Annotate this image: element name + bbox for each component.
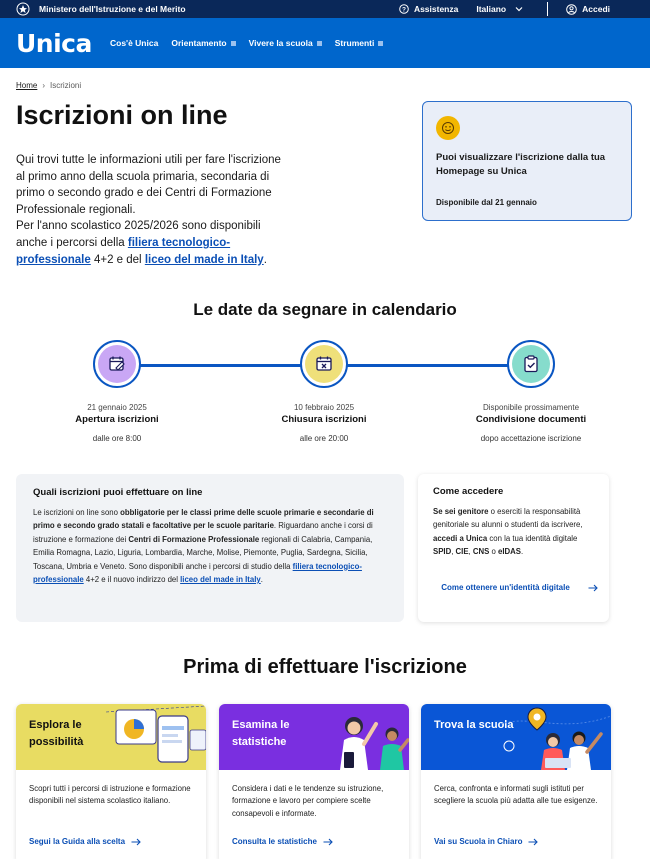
unica-logo[interactable]: Unica xyxy=(16,29,92,58)
step-time: dopo accettazione iscrizione xyxy=(480,434,582,443)
find-school-card xyxy=(421,704,611,859)
nav-item-strumenti[interactable] xyxy=(335,38,384,48)
step-date: 10 febbraio 2025 xyxy=(293,403,355,412)
access-bold: eIDAS xyxy=(498,547,521,557)
timeline-step-condivisione xyxy=(461,340,601,443)
clipboard-check-icon xyxy=(521,354,541,374)
arrow-right-icon xyxy=(323,838,333,846)
help-label: Assistenza xyxy=(413,4,459,14)
arrow-right-icon xyxy=(131,838,141,846)
access-bold: CNS xyxy=(472,547,490,557)
calendar-edit-icon xyxy=(107,354,127,374)
access-title: Come accedere xyxy=(433,486,504,497)
guide-link[interactable] xyxy=(29,837,141,846)
find-school-illustration-icon xyxy=(501,704,611,770)
nav-label: Cos'è Unica xyxy=(110,38,159,48)
nav-label: Strumenti xyxy=(334,38,375,48)
ministry-bar xyxy=(0,0,650,18)
access-bold: Se sei genitore xyxy=(433,507,489,516)
access-text: , xyxy=(468,547,473,557)
login-label: Accedi xyxy=(582,4,610,14)
menu-caret-icon xyxy=(231,41,236,46)
which-text: . xyxy=(260,575,263,585)
card-title: Trova la scuola xyxy=(434,719,514,731)
card-title: Esamina le statistiche xyxy=(232,719,290,748)
card-title: Esplora le possibilità xyxy=(29,719,84,748)
step-date: Disponibile prossimamente xyxy=(482,403,580,412)
nav-label: Orientamento xyxy=(171,38,227,48)
which-text: . xyxy=(273,521,277,531)
language-label: Italiano xyxy=(476,4,507,14)
card-text: Considera i dati e le tendenze su istruzione, formazione e lavoro per compiere scelte consapevoli e informate. xyxy=(232,784,384,818)
which-paragraph xyxy=(33,506,387,586)
access-text: , xyxy=(451,547,456,557)
nav-label: Vivere la scuola xyxy=(248,38,313,48)
page-title: Iscrizioni on line xyxy=(16,100,228,130)
explore-card xyxy=(16,704,206,859)
step-date: 21 gennaio 2025 xyxy=(87,403,147,412)
intro-text-end: . xyxy=(263,253,267,266)
ministry-link[interactable] xyxy=(16,2,186,16)
calendar-close-icon xyxy=(314,354,334,374)
nav-item-vivere-la-scuola[interactable] xyxy=(249,38,322,48)
card-text: Scopri tutti i percorsi di istruzione e formazione disponibili nel sistema scolastico italiano. xyxy=(29,784,191,806)
card-link-label: Segui la Guida alla scelta xyxy=(29,837,126,846)
access-bold: CIE xyxy=(455,547,469,557)
help-link[interactable] xyxy=(399,4,458,14)
breadcrumb-current: Iscrizioni xyxy=(50,81,82,90)
access-paragraph xyxy=(433,505,594,559)
access-text: o xyxy=(489,547,499,557)
menu-caret-icon xyxy=(378,41,383,46)
nav-item-cose-unica[interactable] xyxy=(110,38,158,48)
statistics-illustration-icon xyxy=(314,704,409,770)
which-text: Riguardano anche i corsi di istruzione e formazione dei xyxy=(33,521,373,544)
filiera-link[interactable]: filiera tecnologico-professionale xyxy=(33,561,362,585)
intro-text-part: 4+2 e del xyxy=(90,253,145,266)
step-label: Chiusura iscrizioni xyxy=(281,414,367,425)
card-hero xyxy=(219,704,409,770)
card-link-label: Consulta le statistiche xyxy=(232,837,317,846)
which-title: Quali iscrizioni puoi effettuare on line xyxy=(33,487,203,498)
liceo-made-in-italy-link[interactable]: liceo del made in Italy xyxy=(180,575,261,585)
breadcrumb-separator: › xyxy=(42,81,46,90)
step-time: alle ore 20:00 xyxy=(299,434,349,443)
statistics-card xyxy=(219,704,409,859)
card-text: Cerca, confronta e informati sugli istituti per scegliere la scuola più adatta alle tue esigenze. xyxy=(434,784,598,806)
intro-paragraph-2: Per l'anno scolastico 2025/2026 sono disponibili anche i percorsi della xyxy=(16,220,261,249)
nav-item-orientamento[interactable] xyxy=(171,38,235,48)
access-bold: SPID xyxy=(433,547,452,557)
which-enrolments-card xyxy=(16,474,404,622)
language-select[interactable] xyxy=(476,4,523,14)
dates-section-title: Le date da segnare in calendario xyxy=(193,300,457,319)
login-button[interactable] xyxy=(566,4,610,15)
breadcrumb-home[interactable]: Home xyxy=(16,81,38,90)
which-bold-text: Centri di Formazione Professionale xyxy=(128,534,260,544)
which-text: Le iscrizioni on line sono xyxy=(33,508,121,517)
menu-caret-icon xyxy=(317,41,322,46)
timeline-step-chiusura xyxy=(254,340,394,443)
which-text: regionali di Calabria, Campania, Emilia Romagna, Lazio, Liguria, Lombardia, Marche, Molise, Piemonte, Puglia, Sardegna, Sicilia, Toscana, Umbria e Veneto. Sono disponibili anche i percorsi di studio della xyxy=(33,534,373,571)
step-time: dalle ore 8:00 xyxy=(92,434,142,443)
smile-badge-icon xyxy=(436,116,460,140)
which-text: 4+2 e il nuovo indirizzo del xyxy=(83,575,181,585)
arrow-right-icon xyxy=(528,838,538,846)
before-section-title: Prima di effettuare l'iscrizione xyxy=(183,656,467,678)
user-icon xyxy=(566,4,577,15)
main-header xyxy=(0,18,650,68)
step-inner xyxy=(305,345,343,383)
step-circle xyxy=(507,340,555,388)
access-bold: accedi a Unica xyxy=(433,533,488,543)
explore-illustration-icon xyxy=(106,704,206,770)
how-to-access-card xyxy=(418,474,609,622)
statistics-link[interactable] xyxy=(232,837,333,846)
access-text: . xyxy=(521,547,524,557)
step-inner xyxy=(512,345,550,383)
ministry-name: Ministero dell'Istruzione e del Merito xyxy=(39,4,186,14)
step-inner xyxy=(98,345,136,383)
topbar-divider xyxy=(547,2,548,16)
access-text: con la tua identità digitale xyxy=(487,533,578,543)
timeline-step-apertura xyxy=(47,340,187,443)
info-availability: Disponibile dal 21 gennaio xyxy=(436,198,537,207)
homepage-info-box xyxy=(422,101,632,221)
step-circle xyxy=(93,340,141,388)
help-icon xyxy=(399,4,409,14)
liceo-made-in-italy-link[interactable]: liceo del made in Italy xyxy=(144,253,264,266)
step-label: Apertura iscrizioni xyxy=(75,414,159,425)
intro-text xyxy=(16,152,286,268)
intro-paragraph-1: Qui trovi tutte le informazioni utili per fare l'iscrizione al primo anno della scuola primaria, secondaria di primo o secondo grado e dei Centri di Formazione Professionale regionali. xyxy=(16,154,281,216)
card-hero xyxy=(16,704,206,770)
which-bold-text: obbligatorie per le classi prime delle scuole primarie e secondarie di primo e secondo grado statali e facoltative per le scuole paritarie xyxy=(33,508,374,531)
main-nav xyxy=(110,38,383,48)
digital-identity-label: Come ottenere un'identità digitale xyxy=(441,583,570,592)
svg-text:?: ? xyxy=(401,6,406,14)
filiera-link[interactable]: filiera tecnologico-professionale xyxy=(16,236,231,266)
step-label: Condivisione documenti xyxy=(475,414,587,425)
step-circle xyxy=(300,340,348,388)
scuola-in-chiaro-link[interactable] xyxy=(434,837,538,846)
access-text: o eserciti la responsabilità genitoriale su alunni o studenti da iscrivere, xyxy=(433,507,583,530)
republic-emblem-icon xyxy=(16,2,30,16)
card-hero xyxy=(421,704,611,770)
digital-identity-link[interactable] xyxy=(433,582,598,595)
chevron-down-icon xyxy=(515,6,523,12)
breadcrumb xyxy=(16,81,81,90)
info-text: Puoi visualizzare l'iscrizione dalla tua Homepage su Unica xyxy=(436,152,606,177)
card-link-label: Vai su Scuola in Chiaro xyxy=(434,837,523,846)
arrow-right-icon xyxy=(588,584,598,592)
